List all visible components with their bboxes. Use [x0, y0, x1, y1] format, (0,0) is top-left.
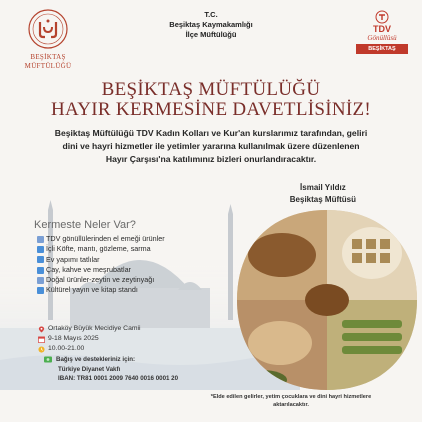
blue-square-icon [37, 256, 44, 263]
blue-square-icon [37, 287, 44, 294]
date-row [38, 334, 141, 344]
list-item-text: İçli Köfte, mantı, gözleme, sarma [46, 244, 151, 254]
header-line-1: T.C. [204, 10, 218, 19]
header-institution [110, 10, 312, 40]
footnote-line-2: aktarılacaktır. [273, 402, 309, 408]
tdv-title: TDV [373, 24, 391, 34]
header-line-3: İlçe Müftülüğü [185, 30, 237, 39]
mufti-logo [18, 8, 78, 71]
left-logo-caption-1: BEŞİKTAŞ [30, 53, 66, 61]
list-item-text: Kültürel yayın ve kitap standı [46, 285, 138, 295]
kermes-list [37, 234, 165, 296]
tdv-mark-icon [375, 10, 389, 24]
date-text: 9-18 Mayıs 2025 [48, 335, 99, 342]
time-row [38, 344, 141, 354]
time-text: 10.00-21.00 [48, 345, 85, 352]
title-line-1: BEŞİKTAŞ MÜFTÜLÜĞÜ [101, 79, 321, 100]
tdv-logo [356, 10, 408, 54]
invitation-line: dini ve hayri hizmetler ile yetimler yararına kullanılmak üzere düzenlenen [62, 141, 360, 151]
invitation-line: Hayır Çarşısı'na katılımınız bizleri onurlandıracaktır. [105, 154, 317, 164]
money-icon [44, 356, 52, 363]
clock-icon [38, 346, 45, 353]
list-item [37, 275, 165, 285]
list-item-text: TDV gönüllülerinden el emeği ürünler [46, 234, 165, 243]
iban-text: IBAN: TR81 0001 2009 7640 0016 0001 20 [58, 375, 179, 382]
tdv-badge: BEŞİKTAŞ [356, 44, 408, 54]
sparkle-icon [37, 277, 44, 284]
signature-role: Beşiktaş Müftüsü [289, 195, 356, 204]
list-item-text: Çay, kahve ve meşrubatlar [46, 264, 131, 274]
donation-heading: Bağış ve destekleriniz için: [56, 356, 136, 363]
list-item [37, 255, 165, 265]
list-item [37, 244, 165, 254]
blue-square-icon [37, 267, 44, 274]
donation-info [58, 355, 178, 384]
invitation-line: Beşiktaş Müftülüğü TDV Kadın Kolları ve Kur'an kurslarımız tarafından, geliri [54, 128, 368, 138]
footnote-line-1: *Elde edilen gelirler, yetim çocuklara ve dini hayri hizmetlere [210, 394, 372, 400]
donation-heading-row [44, 355, 178, 365]
location-text: Ortaköy Büyük Mecidiye Camii [48, 325, 141, 332]
list-item-text: Ev yapımı tatlılar [46, 254, 100, 264]
list-item [37, 285, 165, 295]
blue-square-icon [37, 246, 44, 253]
list-item [37, 265, 165, 275]
tulip-emblem-icon [27, 8, 69, 50]
food-collage-image [232, 205, 422, 395]
left-logo-caption-2: MÜFTÜLÜĞÜ [24, 62, 72, 70]
header-line-2: Beşiktaş Kaymakamlığı [169, 20, 253, 29]
footnote [190, 393, 392, 409]
sparkle-icon [37, 236, 44, 243]
calendar-icon [38, 336, 45, 343]
list-item [37, 234, 165, 244]
location-row [38, 324, 141, 334]
tdv-subtitle: Gönüllüsü [367, 34, 397, 42]
location-pin-icon [38, 326, 45, 333]
event-info [38, 324, 141, 354]
invitation-text [16, 127, 406, 166]
signature-name: İsmail Yıldız [300, 183, 346, 192]
kermes-title: Kermeste Neler Var? [34, 219, 136, 231]
title-line-2: HAYIR KERMESİNE DAVETLİSİNİZ! [50, 99, 372, 120]
list-item-text: Doğal ürünler-zeytin ve zeytinyağı [46, 275, 155, 285]
bank-name: Türkiye Diyanet Vakfı [58, 365, 121, 373]
